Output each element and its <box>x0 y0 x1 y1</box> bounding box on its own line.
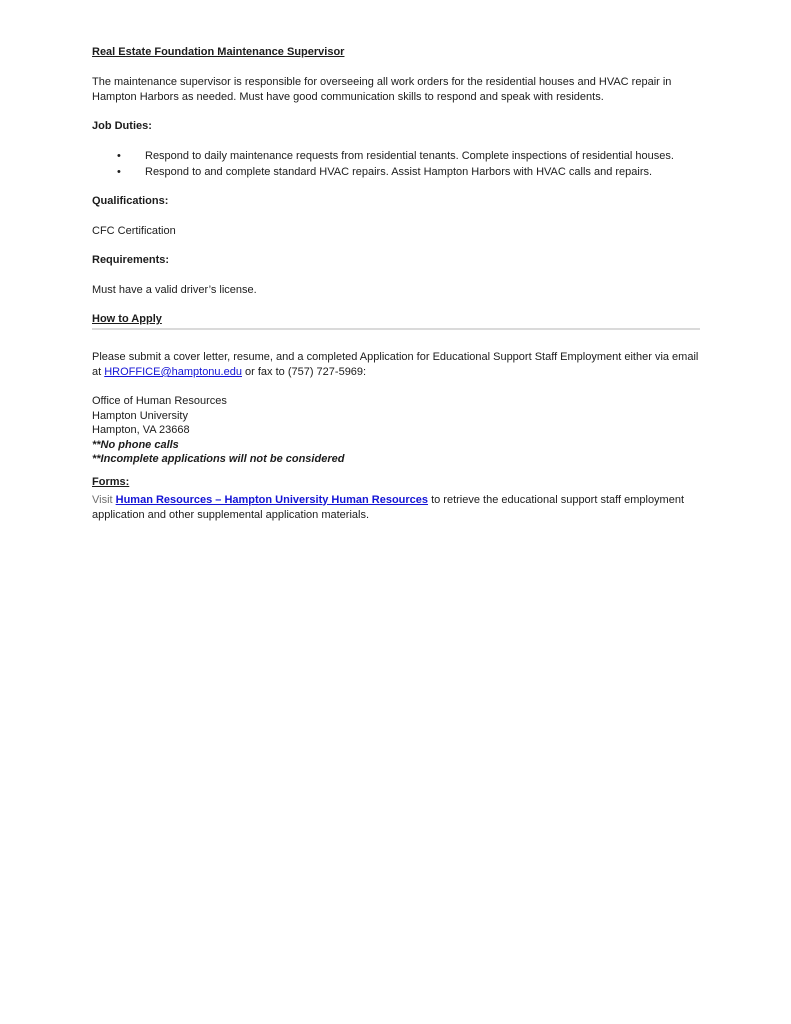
how-to-apply-section-rule <box>92 312 700 330</box>
bullet-icon: • <box>117 166 121 178</box>
forms-paragraph <box>92 493 700 523</box>
note-no-phone-calls: **No phone calls <box>92 438 179 451</box>
document-title: Real Estate Foundation Maintenance Supervisor <box>92 46 345 58</box>
human-resources-link[interactable]: Human Resources – Hampton University Human Resources <box>115 493 429 506</box>
how-to-apply-heading: How to Apply <box>92 313 162 325</box>
address-line-city: Hampton, VA 23668 <box>92 424 190 436</box>
note-incomplete-applications: **Incomplete applications will not be considered <box>92 453 345 465</box>
forms-heading: Forms: <box>92 475 130 488</box>
forms-visit-suffix: to retrieve the educational support staff employment application and other supplemental application materials. <box>92 493 685 521</box>
qualifications-text: CFC Certification <box>92 225 176 237</box>
job-duties-heading: Job Duties: <box>92 120 152 132</box>
list-item <box>92 149 700 164</box>
address-block <box>92 394 700 467</box>
job-duty-item: Respond to daily maintenance requests from residential tenants. Complete inspections of residential houses. <box>145 150 674 162</box>
job-duty-item: Respond to and complete standard HVAC repairs. Assist Hampton Harbors with HVAC calls and repairs. <box>145 166 653 178</box>
qualifications-heading: Qualifications: <box>92 195 169 207</box>
requirements-heading: Requirements: <box>92 254 170 266</box>
address-line-university: Hampton University <box>92 409 188 422</box>
requirements-text: Must have a valid driver’s license. <box>92 284 257 296</box>
forms-visit-prefix: Visit <box>92 493 116 506</box>
job-duties-list <box>92 149 700 180</box>
apply-instructions-paragraph <box>92 350 700 380</box>
list-item <box>92 165 700 180</box>
bullet-icon: • <box>117 150 121 162</box>
address-line-office: Office of Human Resources <box>92 395 227 407</box>
intro-paragraph: The maintenance supervisor is responsible for overseeing all work orders for the residential houses and HVAC repair in Hampton Harbors as needed. Must have good communication skills to respond and speak with residents. <box>92 76 672 103</box>
apply-instructions-prefix: Please submit a cover letter, resume, and a completed Application for Educational Support Staff Employment either via email at <box>92 351 699 378</box>
apply-instructions-suffix: or fax to (757) 727-5969: <box>241 366 367 378</box>
email-link[interactable]: HROFFICE@hamptonu.edu <box>104 366 242 378</box>
